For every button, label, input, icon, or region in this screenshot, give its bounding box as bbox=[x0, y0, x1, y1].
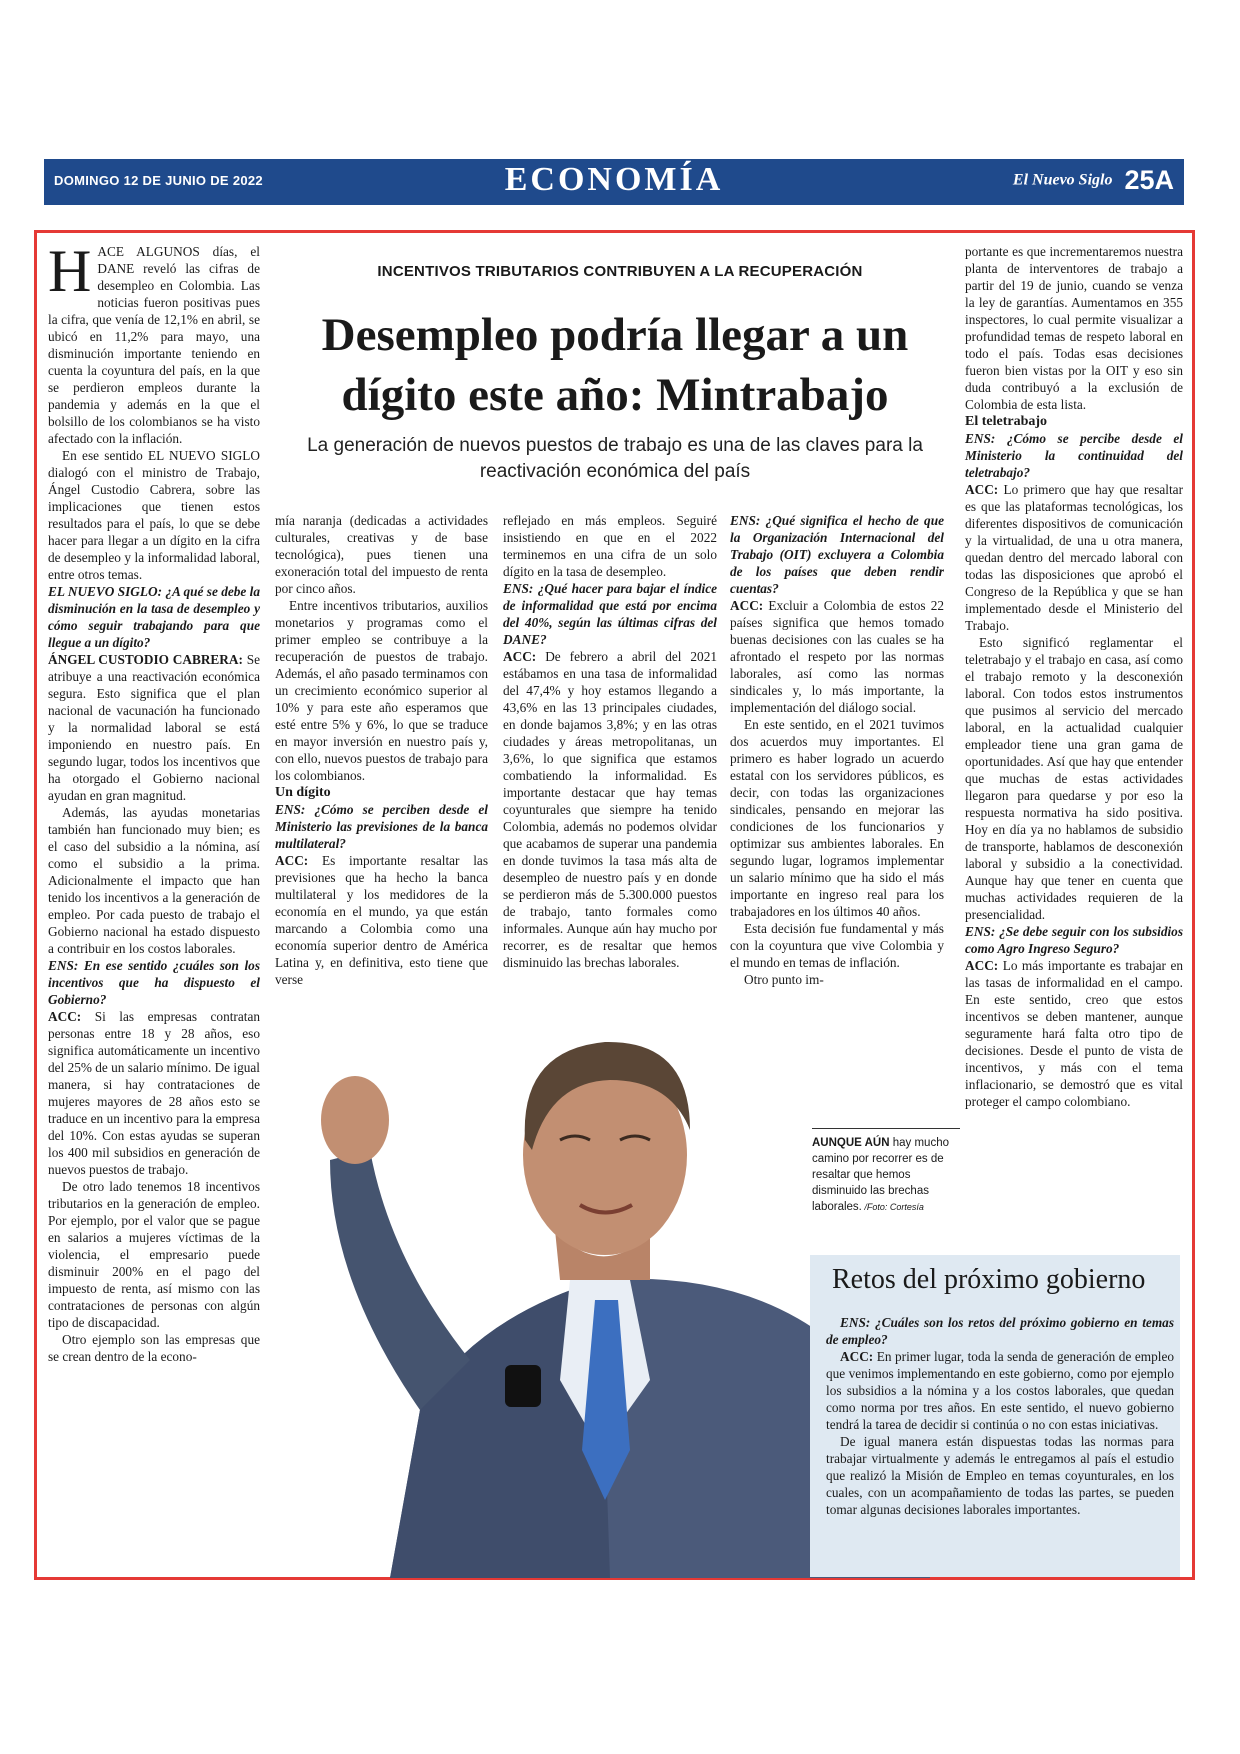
photo-credit: /Foto: Cortesía bbox=[861, 1202, 924, 1212]
paragraph: De otro lado tenemos 18 incentivos tributarios en la generación de empleo. Por ejemplo, por el valor que se pague en salarios a mujeres víctimas de la violencia, el empresario puede disminuir 200% en el pago del impuesto de renta, así mismo con las contrataciones de personas con algún tipo de discapacidad. bbox=[48, 1179, 260, 1330]
answer: ACC: Excluir a Colombia de estos 22 países significa que hemos tomado buenas decisiones con las cuales se ha afrontado el respeto por las normas laborales, así como las normas sindicales y, lo más importante, la implementación del diálogo social. bbox=[730, 598, 944, 715]
paragraph: Además, las ayudas monetarias también han funcionado muy bien; es el caso del subsidio a la nómina, así como el subsidio a la prima. Adicionalmente el impacto que han tenido los incentivos a la generación de empleo. Por cada puesto de trabajo el Gobierno nacional ha estado dispuesto a contribuir en los costos laborales. bbox=[48, 805, 260, 956]
box-text bbox=[826, 1314, 1174, 1518]
page-number: 25A bbox=[1124, 165, 1174, 195]
answer: ÁNGEL CUSTODIO CABRERA: Se atribuye a una reactivación económica segura. Esto significa que el plan nacional de vacunación ha funcionado y la normalidad laboral se está imponiendo en nuestro país. En segundo lugar, todos los incentivos que ha otorgado el Gobierno nacional ayudan en gran magnitud. bbox=[48, 652, 260, 803]
title-line-1: Desempleo podría llegar a un bbox=[321, 309, 909, 361]
column-1 bbox=[48, 238, 260, 1365]
box-title: Retos del próximo gobierno bbox=[832, 1264, 1146, 1295]
article-title bbox=[255, 305, 975, 425]
question: ENS: ¿Qué hacer para bajar el índice de informalidad que está por encima del 40%, según las últimas cifras del DANE? bbox=[503, 581, 717, 647]
column-4 bbox=[730, 512, 944, 988]
section-header bbox=[44, 159, 1184, 205]
paragraph: Otro ejemplo son las empresas que se crean dentro de la econo- bbox=[48, 1332, 260, 1364]
caption-text: hay mucho camino por recorrer es de resaltar que hemos disminuido las brechas laborales. bbox=[812, 1137, 949, 1213]
article-kicker: INCENTIVOS TRIBUTARIOS CONTRIBUYEN A LA RECUPERACIÓN bbox=[377, 263, 863, 280]
paragraph: reflejado en más empleos. Seguiré insistiendo en que en el 2022 terminemos en una cifra de un solo dígito en la tasa de desempleo. bbox=[503, 513, 717, 579]
paragraph: Esto significó reglamentar el teletrabajo y el trabajo en casa, así como el trabajo remoto y la desconexión laboral. Con todos estos instrumentos que pusimos al servicio del mercado laboral, en la actualidad cualquier empleador tiene una gran gama de oportunidades. Así que hay que entender que muchas de estas actividades llegaron para quedarse y por eso la respuesta normativa ha sido positiva. Hoy en día ya no hablamos de subsidio de transporte, hablamos de desconexión laboral y subsidio a la conectividad. Aunque hay que tener en cuenta que muchas actividades requieren de la presencialidad. bbox=[965, 635, 1183, 922]
answer: ACC: Lo primero que hay que resaltar es que las plataformas tecnológicas, los diferentes dispositivos de comunicación y la virtualidad, de una u otra manera, quedan dentro del mercado laboral con todas las disposiciones que aprobó el Congreso de la República y que se han implementado desde el Ministerio del Trabajo. bbox=[965, 482, 1183, 633]
answer: ACC: Lo más importante es trabajar en las tasas de informalidad en el campo. En este sentido, creo que estos incentivos se deben mantener, aunque seguramente hará falta otro tipo de decisiones. Desde el punto de vista de incentivos, y más con el tema inflacionario, se demostró que es vital proteger el campo colombiano. bbox=[965, 958, 1183, 1109]
brand-name: El Nuevo Siglo bbox=[1012, 171, 1113, 189]
paragraph: Esta decisión fue fundamental y más con la coyuntura que vive Colombia y el mundo en temas de inflación. bbox=[730, 921, 944, 970]
answer: ACC: En primer lugar, toda la senda de generación de empleo que venimos implementando en este gobierno, como por ejemplo los subsidios a la nómina y a los costos laborales, que quedan como norma por tres años. En este sentido, el nuevo gobierno tendrá la tarea de decidir si continúa o no con estas iniciativas. bbox=[826, 1349, 1174, 1432]
publication-date: DOMINGO 12 DE JUNIO DE 2022 bbox=[54, 173, 263, 188]
question: ENS: ¿Se debe seguir con los subsidios como Agro Ingreso Seguro? bbox=[965, 924, 1183, 956]
paragraph: De igual manera están dispuestas todas las normas para trabajar virtualmente y además le entregamos al país el estudio que realizó la Misión de Empleo en temas coyunturales, en los cuales, con un acompañamiento de todas las partes, se pueden tomar algunas decisiones laborales importantes. bbox=[826, 1434, 1174, 1517]
section-name: ECONOMÍA bbox=[504, 161, 724, 198]
caption-lead: AUNQUE AÚN bbox=[812, 1137, 890, 1149]
drop-cap: H bbox=[48, 238, 92, 304]
column-5 bbox=[965, 243, 1183, 1110]
intro-paragraph: HACE ALGUNOS días, el DANE reveló las cifras de desempleo en Colombia. Las noticias fueron positivas pues la cifra, que venía de 12,1% en abril, se ubicó en 11,2% para mayo, una disminución importante teniendo en cuenta la coyuntura del país, en la que se perdieron empleos durante la pandemia y además en la que el bolsillo de los colombianos se ha visto afectado con la inflación. bbox=[48, 238, 260, 446]
question: ENS: ¿Qué significa el hecho de que la Organización Internacional del Trabajo (OIT) excluyera a Colombia de los países que deben rendir cuentas? bbox=[730, 513, 944, 596]
column-3 bbox=[503, 512, 717, 971]
paragraph: Entre incentivos tributarios, auxilios monetarios y programas como el primer empleo se contribuye a la recuperación de puestos de trabajo. Además, el año pasado terminamos con un crecimiento económico superior al 10% y para este año esperamos que esté entre 5% y 6%, lo que se traduce en mayor inversión en nuestro país y, con ello, nuevos puestos de trabajo para los colombianos. bbox=[275, 598, 488, 783]
question: ENS: ¿Cómo se percibe desde el Ministerio la continuidad del teletrabajo? bbox=[965, 431, 1183, 480]
article-subtitle bbox=[262, 433, 968, 485]
paragraph: Otro punto im- bbox=[744, 972, 824, 987]
paragraph: En ese sentido EL NUEVO SIGLO dialogó con el ministro de Trabajo, Ángel Custodio Cabrera, sobre las implicaciones que tienen estos resultados para el país, lo que se debe hacer para llegar a un dígito en la cifra de desempleo y la informalidad laboral, entre otros temas. bbox=[48, 448, 260, 582]
question: EL NUEVO SIGLO: ¿A qué se debe la disminución en la tasa de desempleo y cómo seguir trabajando para que llegue a un dígito? bbox=[48, 584, 260, 650]
question: ENS: ¿Cuáles son los retos del próximo gobierno en temas de empleo? bbox=[826, 1315, 1174, 1347]
paragraph: portante es que incrementaremos nuestra planta de interventores de trabajo a partir del 19 de junio, cuando se venza la ley de garantías. Aumentamos en 355 inspectores, lo cual permite visualizar a profundidad temas de respeto laboral en todo el país. Todas esas decisiones fueron bien vistas por la OIT y eso sin duda contribuyó a la exclusión de Colombia de esta lista. bbox=[965, 244, 1183, 412]
column-2 bbox=[275, 512, 488, 988]
answer: ACC: Es importante resaltar las previsiones que ha hecho la banca multilateral y los medidores de la economía en el mundo, ya que están marcando a Colombia como una economía superior dentro de América Latina y, en definitiva, esto tiene que verse bbox=[275, 853, 488, 987]
paragraph: mía naranja (dedicadas a actividades culturales, creativas y de base tecnológica), pues tienen una exoneración total del impuesto de renta por cinco años. bbox=[275, 513, 488, 596]
question: ENS: ¿Cómo se perciben desde el Ministerio las previsiones de la banca multilateral? bbox=[275, 802, 488, 851]
answer: ACC: Si las empresas contratan personas entre 18 y 28 años, eso significa automáticamente un incentivo del 25% de un salario mínimo. De igual manera, si hay contrataciones de mujeres mayores de 28 años esto se traduce en un incentivo para la empresa del 10%. Con estas ayudas se superan los 400 mil subsidios en generación de nuevos puestos de trabajo. bbox=[48, 1009, 260, 1177]
paragraph: En este sentido, en el 2021 tuvimos dos acuerdos muy importantes. El primero es haber logrado un acuerdo estatal con los servidores públicos, es decir, con todas las organizaciones sindicales, pensando en mejorar las condiciones de los funcionarios y optimizar sus ambientes laborales. En segundo lugar, logramos implementar un salario mínimo que ha sido el más importante en ingreso real para los trabajadores en los últimos 40 años. bbox=[730, 717, 944, 919]
title-line-2: dígito este año: Mintrabajo bbox=[341, 369, 889, 421]
photo-caption bbox=[812, 1128, 960, 1215]
subtitle-line-2: reactivación económica del país bbox=[479, 461, 751, 482]
answer: ACC: De febrero a abril del 2021 estábamos en una tasa de informalidad del 47,4% y hoy estamos llegando a 43,6% en las 13 principales ciudades, en donde bajamos 3,8%; y en las otras ciudades y áreas metropolitanas, un 3,6%, lo que significa que estamos combatiendo la informalidad. Es importante destacar que hay temas coyunturales que siempre ha tenido Colombia, además no podemos olvidar que acabamos de superar una pandemia en donde tuvimos la tasa más alta de desempleo de nuestro país y en donde se perdieron más de 5.300.000 puestos de trabajo, tanto formales como informales. Aunque aún hay mucho por recorrer, es de resaltar que hemos disminuido las brechas laborales. bbox=[503, 649, 717, 970]
subheading: El teletrabajo bbox=[965, 414, 1048, 429]
question: ENS: En ese sentido ¿cuáles son los incentivos que ha dispuesto el Gobierno? bbox=[48, 958, 260, 1007]
subtitle-line-1: La generación de nuevos puestos de trabajo es una de las claves para la bbox=[307, 435, 923, 456]
subheading: Un dígito bbox=[275, 785, 331, 800]
masthead bbox=[1013, 165, 1174, 196]
